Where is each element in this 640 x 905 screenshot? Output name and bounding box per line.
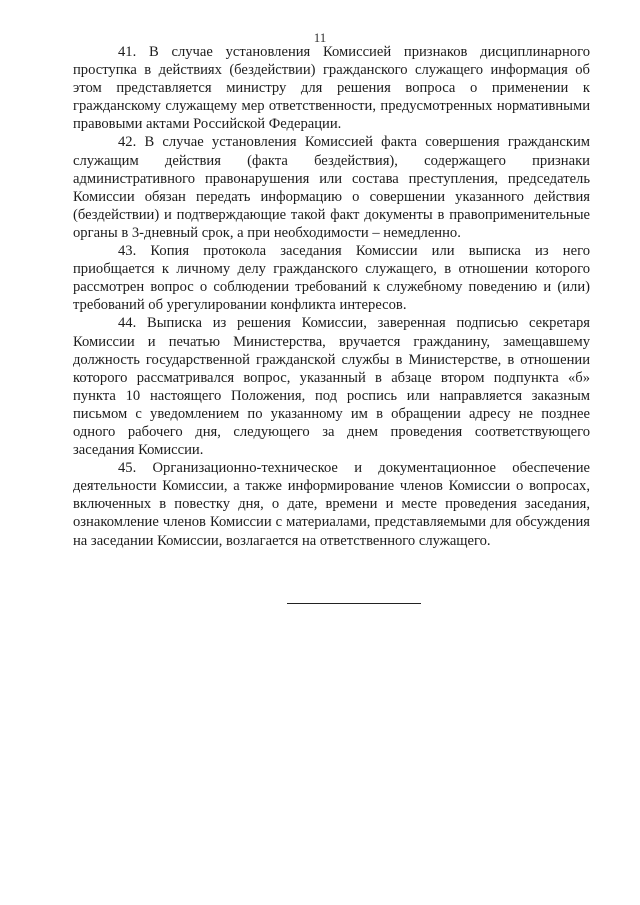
document-body	[73, 43, 590, 550]
paragraph-41: 41. В случае установления Комиссией признаков дисциплинарного проступка в действиях (бездействии) гражданского служащего информация об этом представляется министру для решения вопроса о применении к гражданскому служащему мер ответственности, предусмотренных нормативными правовыми актами Российской Федерации.	[73, 44, 590, 133]
paragraph-42: 42. В случае установления Комиссией факта совершения гражданским служащим действия (факта бездействия), содержащего признаки административного правонарушения или состава преступления, председатель Комиссии обязан передать информацию о совершении указанного действия (бездействии) и подтверждающие такой факт документы в правоприменительные органы в 3-дневный срок, а при необходимости – немедленно.	[73, 134, 590, 241]
paragraph-44: 44. Выписка из решения Комиссии, заверенная подписью секретаря Комиссии и печатью Министерства, вручается гражданину, замещавшему должность государственной гражданской службы в Министерстве, в отношении которого рассматривался вопрос, указанный в абзаце втором подпункта «б» пункта 10 настоящего Положения, под роспись или направляется заказным письмом с уведомлением по указанному им в обращении адресу не позднее одного рабочего дня, следующего за днем проведения соответствующего заседания Комиссии.	[73, 315, 590, 459]
page-number: 11	[313, 30, 327, 45]
paragraph-43: 43. Копия протокола заседания Комиссии или выписка из него приобщается к личному делу гражданского служащего, в отношении которого рассмотрен вопрос о соблюдении требований к служебному поведению и (или) требований об урегулировании конфликта интересов.	[73, 243, 590, 314]
paragraph-45: 45. Организационно-техническое и документационное обеспечение деятельности Комиссии, а также информирование членов Комиссии о вопросах, включенных в повестку дня, о дате, времени и месте проведения заседания, ознакомление членов Комиссии с материалами, представляемыми для обсуждения на заседании Комиссии, возлагается на ответственного служащего.	[73, 460, 590, 549]
end-divider-line	[287, 603, 421, 604]
